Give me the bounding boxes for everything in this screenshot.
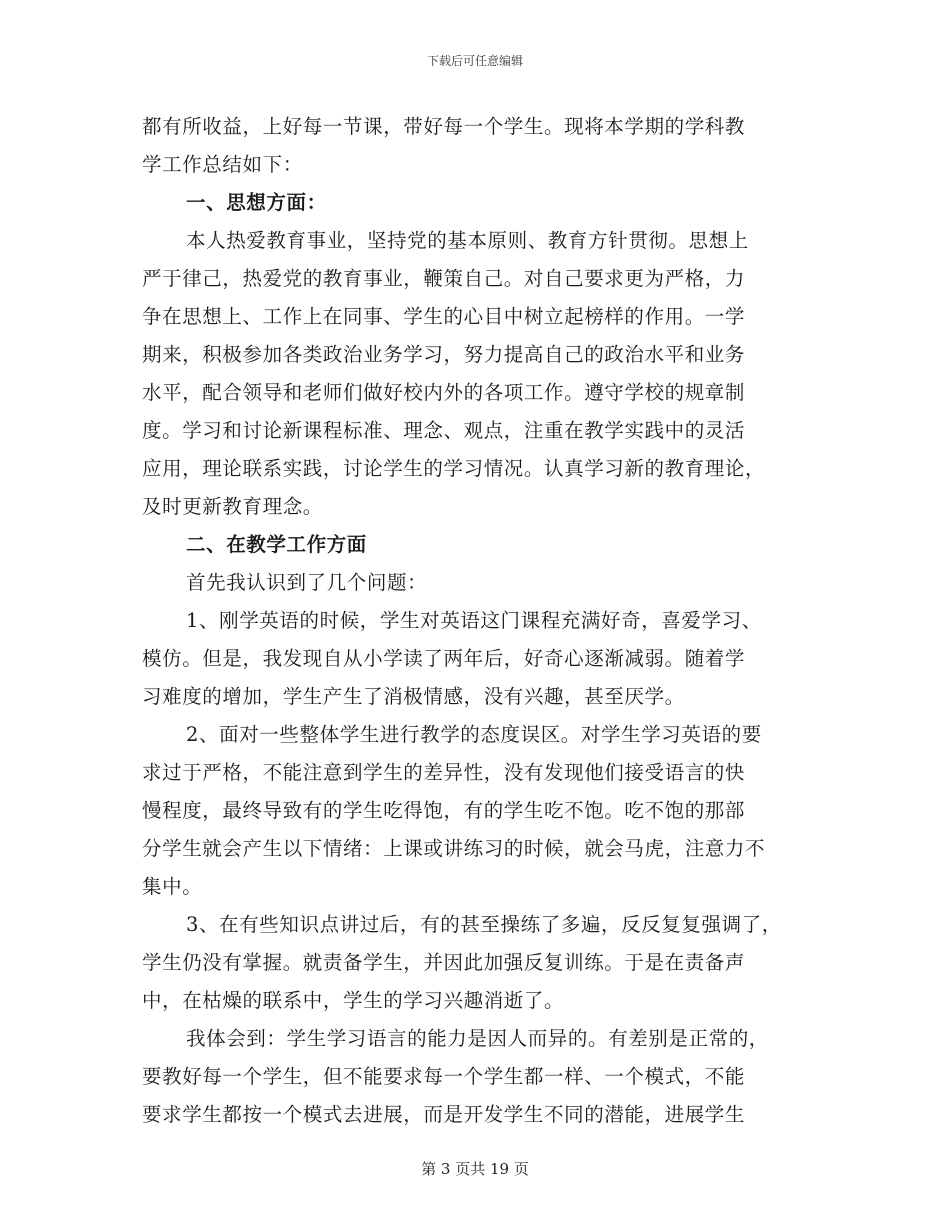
section-heading: 一、思想方面：: [186, 191, 327, 214]
text-line: 期来，积极参加各类政治业务学习，努力提高自己的政治水平和业务: [142, 343, 746, 366]
text-line: 都有所收益，上好每一节课，带好每一个学生。现将本学期的学科教: [142, 115, 746, 138]
text-line: 要求学生都按一个模式去进展，而是开发学生不同的潜能，进展学生: [142, 1103, 746, 1126]
text-line: 集中。: [142, 875, 203, 898]
text-line: 本人热爱教育事业，坚持党的基本原则、教育方针贯彻。思想上: [186, 229, 749, 252]
text-line: 应用，理论联系实践，讨论学生的学习情况。认真学习新的教育理论，: [142, 457, 766, 480]
text-line: 慢程度，最终导致有的学生吃得饱，有的学生吃不饱。吃不饱的那部: [142, 799, 746, 822]
text-line: 及时更新教育理念。: [142, 495, 323, 518]
text-line: 分学生就会产生以下情绪：上课或讲练习的时候，就会马虎，注意力不: [142, 837, 766, 860]
text-line: 争在思想上、工作上在同事、学生的心目中树立起榜样的作用。一学: [142, 305, 746, 328]
text-line: 学生仍没有掌握。就责备学生，并因此加强反复训练。于是在责备声: [142, 951, 746, 974]
text-line: 严于律己，热爱党的教育事业，鞭策自己。对自己要求更为严格，力: [142, 267, 746, 290]
section-heading: 二、在教学工作方面: [186, 533, 367, 556]
page-header: 下载后可任意编辑: [426, 54, 523, 68]
text-line: 度。学习和讨论新课程标准、理念、观点，注重在教学实践中的灵活: [142, 419, 746, 442]
text-line: 3、在有些知识点讲过后，有的甚至操练了多遍，反反复复强调了，: [186, 913, 782, 936]
text-line: 首先我认识到了几个问题：: [186, 571, 428, 594]
text-line: 水平，配合领导和老师们做好校内外的各项工作。遵守学校的规章制: [142, 381, 746, 404]
text-line: 1、刚学英语的时候，学生对英语这门课程充满好奇，喜爱学习、: [186, 609, 762, 632]
text-line: 习难度的增加，学生产生了消极情感，没有兴趣，甚至厌学。: [142, 685, 685, 708]
text-line: 学工作总结如下：: [142, 153, 303, 176]
text-line: 求过于严格，不能注意到学生的差异性，没有发现他们接受语言的快: [142, 761, 746, 784]
text-line: 中，在枯燥的联系中，学生的学习兴趣消逝了。: [142, 989, 565, 1012]
document-body: [142, 108, 822, 1134]
text-line: 要教好每一个学生，但不能要求每一个学生都一样、一个模式，不能: [142, 1065, 746, 1088]
text-line: 模仿。但是，我发现自从小学读了两年后，好奇心逐渐减弱。随着学: [142, 647, 746, 670]
text-line: 我体会到：学生学习语言的能力是因人而异的。有差别是正常的，: [186, 1027, 769, 1050]
text-line: 2、面对一些整体学生进行教学的态度误区。对学生学习英语的要: [186, 723, 762, 746]
page-footer: 第 3 页共 19 页: [421, 1160, 529, 1178]
